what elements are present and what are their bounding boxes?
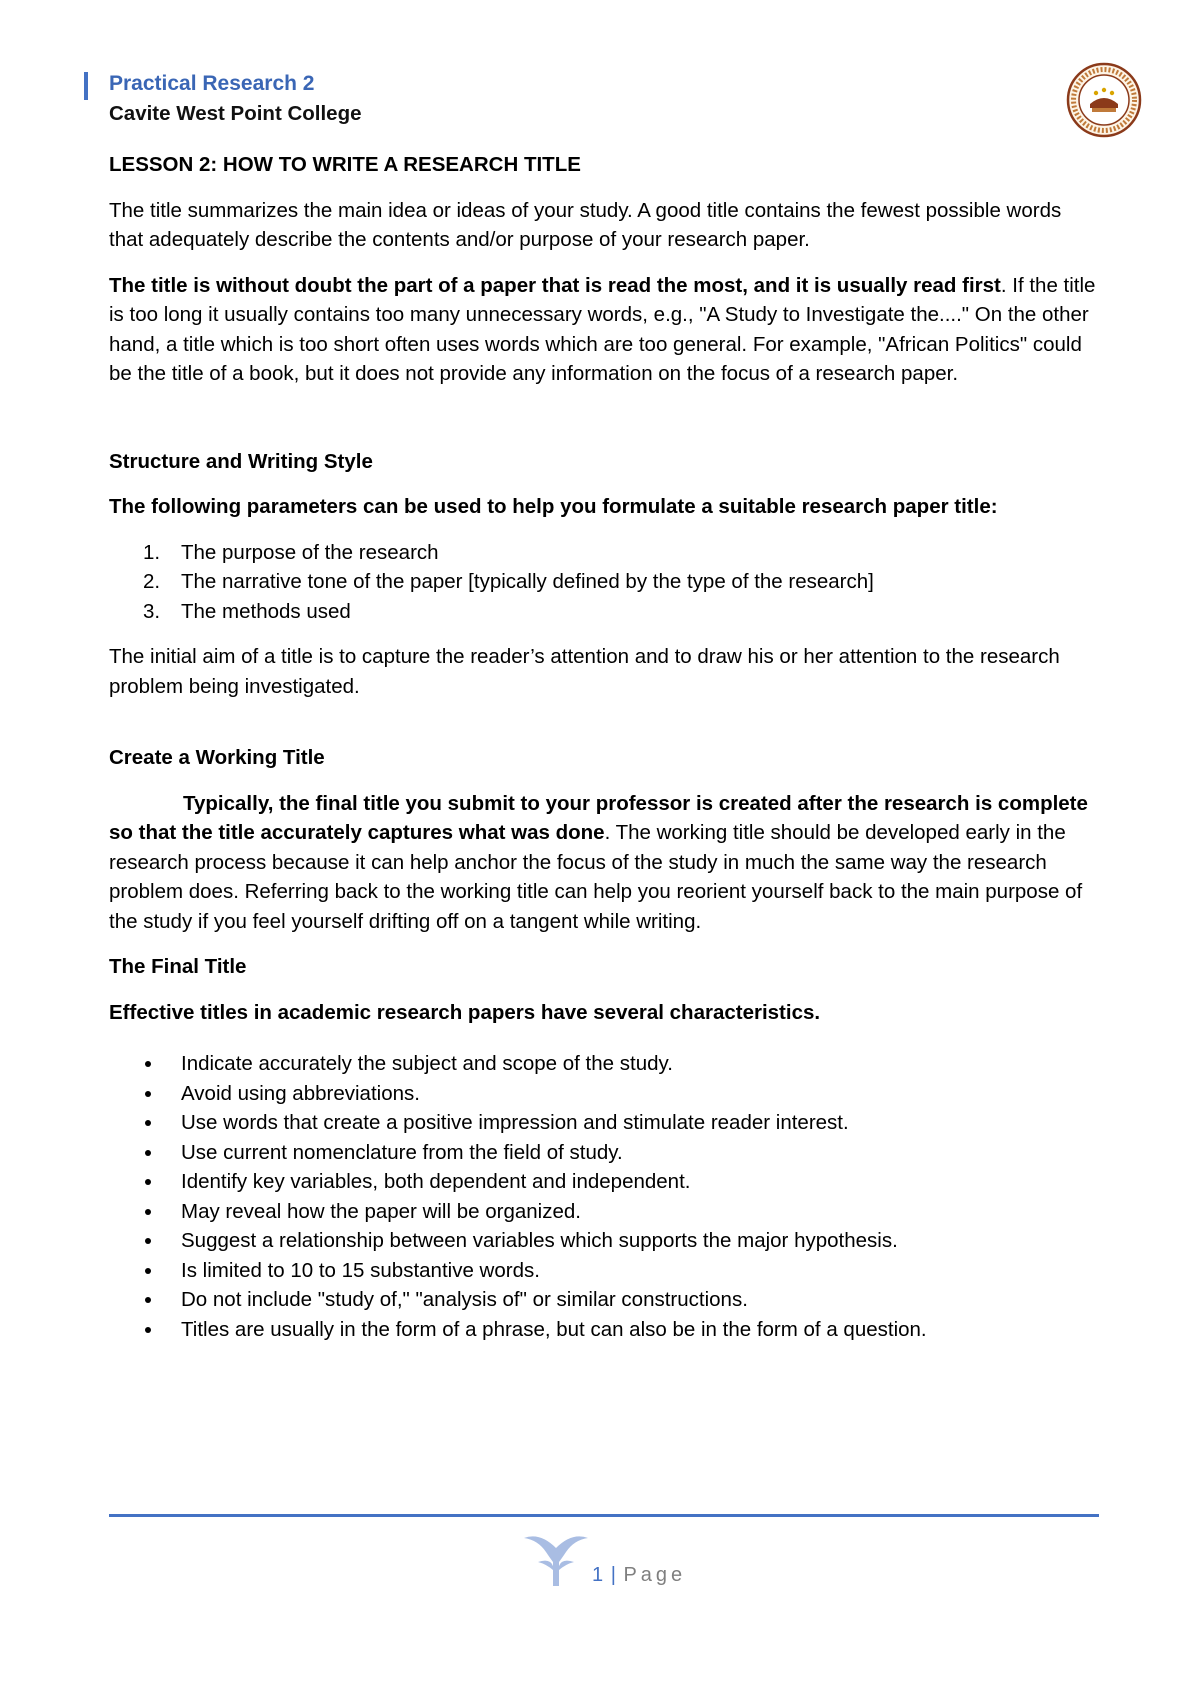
characteristic-text: Is limited to 10 to 15 substantive words. [181,1258,540,1282]
parameter-item [109,538,1099,568]
title-importance-bold: The title is without doubt the part of a paper that is read the most, and it is usually read first [109,273,1001,297]
bullet-icon [145,1120,151,1126]
bullet-icon [145,1091,151,1097]
parameter-item [109,597,1099,627]
characteristic-text: Indicate accurately the subject and scope of the study. [181,1052,673,1075]
characteristic-item [109,1285,1099,1315]
spacer [109,405,1099,447]
characteristic-item [109,1167,1099,1197]
parameter-text: The methods used [181,599,351,623]
parameter-text: The purpose of the research [181,540,439,564]
parameter-item [109,567,1099,597]
characteristic-text: Suggest a relationship between variables which supports the major hypothesis. [181,1229,898,1252]
spacer [109,982,1099,998]
bullet-icon [145,1209,151,1215]
footer-divider [109,1514,1099,1517]
characteristic-item [109,1315,1099,1345]
list-number: 2. [143,570,161,593]
structure-lead: The following parameters can be used to help you formulate a suitable research paper title: [109,495,998,518]
characteristic-item [109,1049,1099,1079]
bullet-icon [145,1150,151,1156]
title-importance-text: . If the title is too long it usually contains too many unnecessary words, e.g., "A Study to Investigate the...." On the other hand, a title which is too short often uses words which are too general. For example, "African Politics" could be the title of a book, but it does not provide any information on the focus of a research paper. [109,273,1096,385]
header-accent-bar [84,72,88,100]
characteristic-text: Titles are usually in the form of a phrase, but can also be in the form of a question. [181,1317,927,1341]
college-seal-logo [1066,62,1142,138]
final-title-lead: Effective titles in academic research papers have several characteristics. [109,1000,821,1024]
structure-heading: Structure and Writing Style [109,449,373,473]
bullet-icon [145,1061,151,1067]
school-name: Cavite West Point College [109,102,362,125]
page-number [592,1564,686,1587]
characteristic-text: Use current nomenclature from the field of study. [181,1140,623,1164]
characteristic-text: Use words that create a positive impression and stimulate reader interest. [181,1111,849,1134]
title-importance-paragraph [109,271,1099,389]
parameters-list [109,538,1099,627]
spacer [109,626,1099,642]
characteristic-item [109,1256,1099,1286]
parameter-text: The narrative tone of the paper [typically defined by the type of the research] [181,570,874,593]
characteristic-text: May reveal how the paper will be organized. [181,1199,581,1223]
footer-logo-icon [520,1532,592,1588]
page-label: Page [623,1564,687,1586]
bullet-icon [145,1268,151,1274]
working-title-heading: Create a Working Title [109,746,325,769]
characteristic-item [109,1226,1099,1256]
characteristics-list [109,1049,1099,1344]
page-number-value: 1 [592,1564,605,1586]
spacer [109,701,1099,743]
spacer [109,1027,1099,1035]
characteristic-item [109,1197,1099,1227]
page-separator: | [610,1564,617,1586]
working-title-text: . The working title should be developed early in the research process because it can help anchor the focus of the study in much the same way the research problem does. Referring back to the working title can help you reorient yourself back to the main purpose of the study if you feel yourself drifting off on a tangent while writing. [109,821,1083,933]
bullet-icon [145,1327,151,1333]
intro-paragraph: The title summarizes the main idea or ideas of your study. A good title contains the fewest possible words that adequately describe the contents and/or purpose of your research paper. [109,198,1062,251]
bullet-icon [145,1238,151,1244]
characteristic-text: Do not include "study of," "analysis of" or similar constructions. [181,1288,748,1311]
bullet-icon [145,1297,151,1303]
characteristic-text: Identify key variables, both dependent and independent. [181,1170,691,1193]
bullet-icon [145,1179,151,1185]
working-title-paragraph [109,789,1099,937]
lesson-title: LESSON 2: HOW TO WRITE A RESEARCH TITLE [109,153,581,176]
characteristic-item [109,1079,1099,1109]
characteristic-item [109,1108,1099,1138]
course-title: Practical Research 2 [109,72,315,95]
list-number: 3. [143,599,161,623]
lesson-content [109,150,1099,1344]
working-title-bold: Typically, the final title you submit to your professor is created after the research is complete so that the title accurately captures what was done [109,791,1088,844]
structure-closing: The initial aim of a title is to capture the reader’s attention and to draw his or her attention to the research problem being investigated. [109,645,1060,698]
list-number: 1. [143,540,161,564]
final-title-heading: The Final Title [109,955,247,978]
characteristic-text: Avoid using abbreviations. [181,1081,420,1105]
characteristic-item [109,1138,1099,1168]
